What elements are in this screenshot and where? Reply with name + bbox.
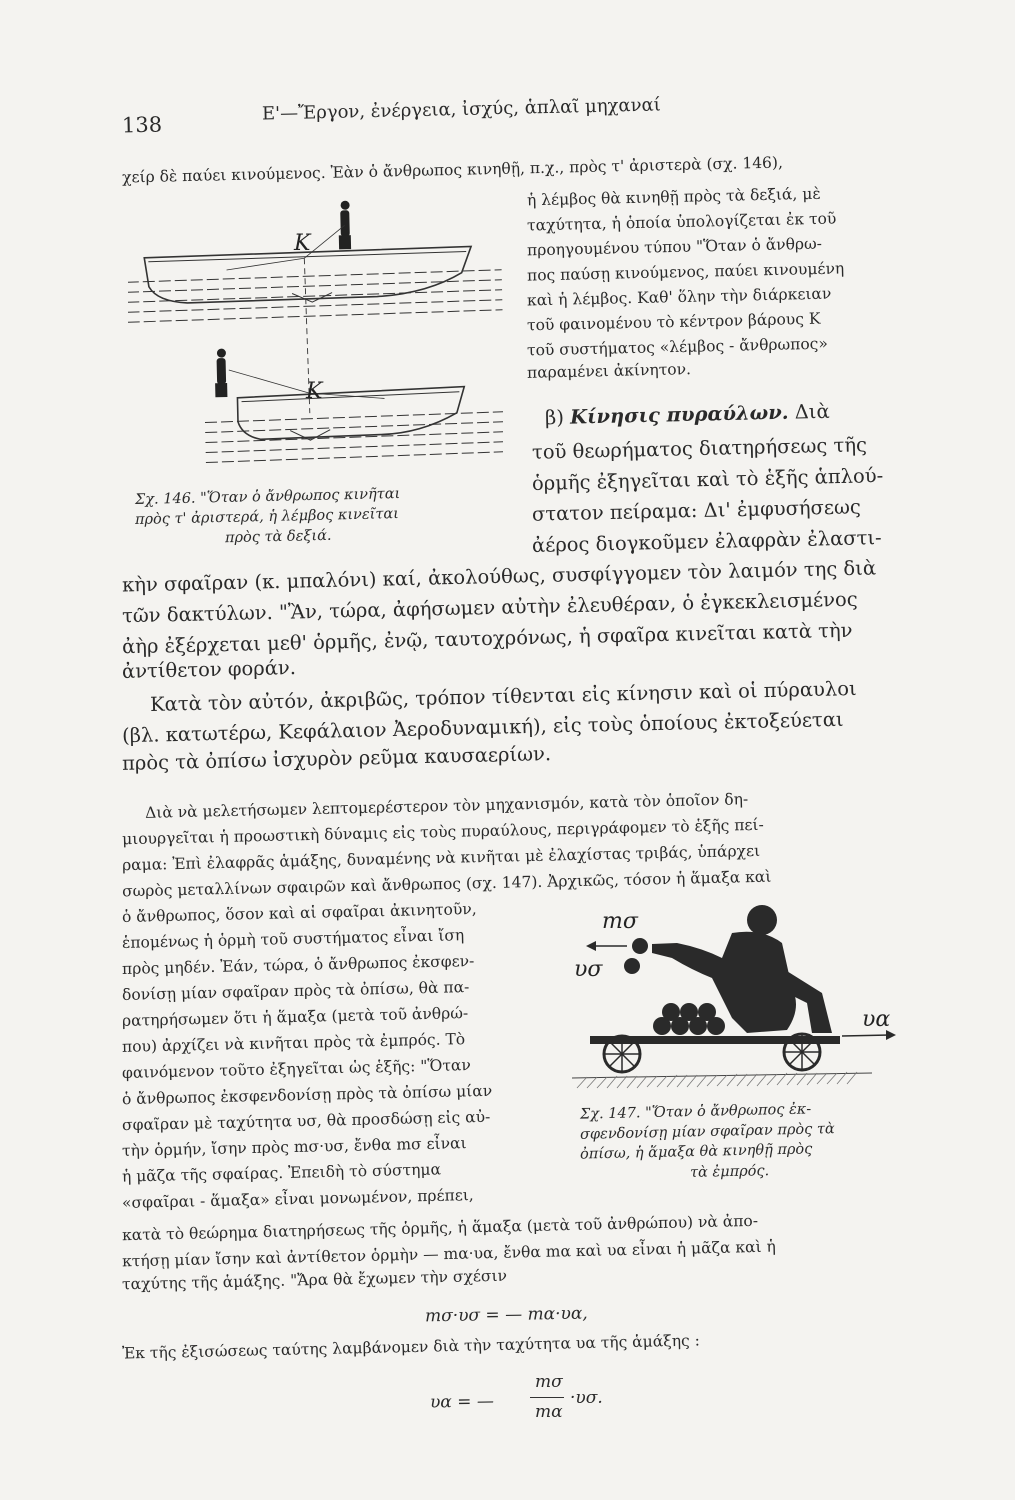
figure-147-caption-line: Σχ. 147. "Ὅταν ὁ ἄνθρωπος ἐκ- (579, 1101, 812, 1123)
text-line: πρὸς τὰ ὀπίσω ἰσχυρὸν ρεῦμα καυσαερίων. (121, 742, 552, 775)
ground-hatching (572, 1073, 872, 1078)
text-line: κατὰ τὸ θεώρημα διατηρήσεως τῆς ὁρμῆς, ἡ ἅμαξα (μετὰ τοῦ ἀνθρώπου) νὰ ἀπο- (121, 1211, 759, 1245)
text-line: τῶν δακτύλων. "Ἂν, τώρα, ἀφήσωμεν αὐτὴν ἐλευθέραν, ὁ ἐγκεκλεισμένος (121, 587, 858, 628)
text-line: τὴν ὁρμήν, ἴσην πρὸς mσ·υσ, ἔνθα mσ εἶναι (121, 1134, 467, 1160)
equation-velocity-denominator: mα (535, 1402, 563, 1422)
text-line: ἡ μᾶζα τῆς σφαίρας. Ἐπειδὴ τὸ σύστημα (121, 1160, 442, 1186)
ball-velocity-arrowhead (586, 941, 596, 951)
center-line-top-left (226, 258, 304, 270)
text-line: ὁρμῆς ἐξηγεῖται καὶ τὸ ἑξῆς ἁπλού- (531, 464, 884, 495)
equation-velocity-lhs: υα = — (429, 1391, 495, 1413)
text-line: τοῦ θεωρήματος διατηρήσεως τῆς (531, 433, 868, 464)
text-line: (βλ. κατωτέρω, Κεφάλαιον Ἀεροδυναμική), εἰς τοὺς ὁποίους ἐκτοξεύεται (121, 707, 844, 748)
cart-velocity-arrow (842, 1035, 890, 1036)
text-line: ἀὴρ ἐξέρχεται μεθ' ὁρμῆς, ἐνῷ, ταυτοχρόνως, ἡ σφαῖρα κινεῖται κατὰ τὴν (121, 618, 853, 659)
equation-momentum: mσ·υσ = — mα·υα, (424, 1303, 588, 1327)
figure-146-caption-line: πρὸς τὰ δεξιά. (224, 527, 332, 547)
text-line: Ἐκ τῆς ἐξισώσεως ταύτης λαμβάνομεν διὰ τὴν ταχύτητα υα τῆς ἁμάξης : (121, 1331, 701, 1363)
text-line: προηγουμένου τύπου "Ὅταν ὁ ἄνθρω- (526, 234, 823, 260)
section-beta-heading-line (545, 400, 830, 430)
boat-bottom-hull (237, 387, 465, 440)
center-line-bottom (229, 368, 310, 395)
person-silhouette (624, 905, 832, 1033)
text-line: μιουργεῖται ἡ προωστικὴ δύναμις εἰς τοὺς πυραύλους, περιγράφομεν τὸ ἑξῆς πεί- (121, 815, 764, 849)
text-line: σωρὸς μεταλλίνων σφαιρῶν καὶ ἄνθρωπος (σχ. 147). Ἀρχικῶς, τόσον ἡ ἅμαξα καὶ (121, 867, 772, 901)
running-title: Ε'—Ἔργον, ἐνέργεια, ἰσχύς, ἁπλαῖ μηχαναί (261, 94, 661, 125)
figure-147-cart-diagram (572, 898, 902, 1118)
text-line: παραμένει ἀκίνητον. (526, 360, 692, 382)
label-k-top: K (294, 231, 311, 256)
figure-147-caption-line: ὀπίσω, ἡ ἅμαξα θὰ κινηθῇ πρὸς (579, 1141, 813, 1163)
label-m-sigma: mσ (602, 909, 638, 934)
section-marker: β) (544, 405, 565, 430)
water-top (128, 270, 503, 322)
person-top (338, 201, 351, 250)
figure-147-caption-line: τὰ ἐμπρός. (689, 1163, 770, 1181)
text-line: κὴν σφαῖραν (κ. μπαλόνι) καί, ἀκολούθως, συσφίγγομεν τὸν λαιμόν της διὰ (121, 556, 877, 597)
equation-velocity-numerator: mσ (535, 1372, 563, 1392)
equation-velocity-rhs: ·υσ. (570, 1388, 603, 1408)
figure-147-caption-line: σφενδονίσῃ μίαν σφαῖραν πρὸς τὰ (579, 1121, 835, 1143)
text-line: ραμα: Ἐπὶ ἐλαφρᾶς ἁμάξης, δυναμένης νὰ κινῆται μὲ ἐλαχίστας τριβάς, ὑπάρχει (121, 841, 761, 875)
text-line: ταχύτητα, ἡ ὁποία ὑπολογίζεται ἐκ τοῦ (526, 209, 837, 235)
text-line: ὁ ἄνθρωπος, ὅσον καὶ αἱ σφαῖραι ἀκινητοῦν, (121, 899, 477, 927)
water-bottom (205, 412, 503, 463)
text-line: ἀντίθετον φοράν. (121, 656, 297, 683)
figure-146-caption-line: πρὸς τ' ἀριστερά, ἡ λέμβος κινεῖται (134, 506, 400, 528)
text-line: πρὸς μηδέν. Ἐάν, τώρα, ὁ ἄνθρωπος ἐκσφεν- (121, 952, 475, 978)
text-line: ἀέρος διογκοῦμεν ἐλαφρὰν ἐλαστι- (531, 526, 882, 557)
text-line: χείρ δὲ παύει κινούμενος. Ἐὰν ὁ ἄνθρωπος κινηθῇ, π.χ., πρὸς τ' ἀριστερὰ (σχ. 146), (121, 153, 784, 187)
text-line: καὶ ἡ λέμβος. Καθ' ὅλην τὴν διάρκειαν (526, 284, 832, 310)
text-line: στατον πείραμα: Δι' ἐμφυσήσεως (531, 495, 862, 526)
text-line: ὁ ἄνθρωπος ἐκσφενδονίσῃ πρὸς τὰ ὀπίσω μίαν (121, 1081, 493, 1109)
text-line: κτήσῃ μίαν ἴσην καὶ ἀντίθετον ὁρμὴν — mα·υα, ἔνθα mα καὶ υα εἶναι ἡ μᾶζα καὶ ἡ (121, 1237, 776, 1271)
text-line: σφαῖραν μὲ ταχύτητα υσ, θὰ προσδώσῃ εἰς αὐ- (121, 1107, 491, 1135)
text-line: ταχύτης τῆς ἁμάξης. "Ἄρα θὰ ἔχωμεν τὴν σχέσιν (121, 1266, 508, 1294)
person-bottom (214, 349, 227, 398)
text-line: Κατὰ τὸν αὐτόν, ἀκριβῶς, τρόπον τίθενται εἰς κίνησιν καὶ οἱ πύραυλοι (149, 676, 857, 717)
text-line: Διὰ (794, 399, 830, 424)
page-number: 138 (121, 112, 163, 138)
label-v-sigma: υσ (574, 957, 603, 982)
label-v-alpha: υα (862, 1007, 891, 1032)
text-line: φαινόμενον τοῦτο ἐξηγεῖται ὡς ἑξῆς: "Ὅταν (121, 1056, 472, 1082)
figure-146-caption-line: Σχ. 146. "Ὅταν ὁ ἄνθρωπος κινῆται (134, 485, 401, 509)
text-line: πος παύσῃ κινούμενος, παύει κινουμένη (526, 259, 845, 285)
text-line: ἡ λέμβος θὰ κινηθῇ πρὸς τὰ δεξιά, μὲ (526, 184, 821, 210)
text-line: τοῦ συστήματος «λέμβος - ἄνθρωπος» (526, 334, 829, 360)
text-line: δονίσῃ μίαν σφαῖραν πρὸς τὰ ὀπίσω, θὰ πα- (121, 978, 470, 1004)
label-k-bottom: K (306, 379, 323, 404)
pile-of-balls (653, 1003, 725, 1035)
text-line: Διὰ νὰ μελετήσωμεν λεπτομερέστερον τὸν μηχανισμόν, κατὰ τὸν ὁποῖον δη- (144, 790, 749, 822)
figure-146-boat-diagram (128, 188, 503, 478)
fraction-bar (530, 1397, 564, 1398)
text-line: ρατηρήσωμεν ὅτι ἡ ἅμαξα (μετὰ τοῦ ἀνθρώ- (121, 1004, 469, 1030)
text-line: «σφαῖραι - ἅμαξα» εἶναι μονωμένον, πρέπει, (121, 1186, 474, 1212)
section-heading: Κίνησις πυραύλων. (569, 400, 789, 429)
text-line: ἑπομένως ἡ ὁρμὴ τοῦ συστήματος εἶναι ἴση (121, 926, 465, 952)
text-line: τοῦ φαινομένου τὸ κέντρον βάρους Κ (526, 309, 821, 335)
text-line: που) ἀρχίζει νὰ κινῆται πρὸς τὰ ἐμπρός. Τὸ (121, 1030, 466, 1056)
